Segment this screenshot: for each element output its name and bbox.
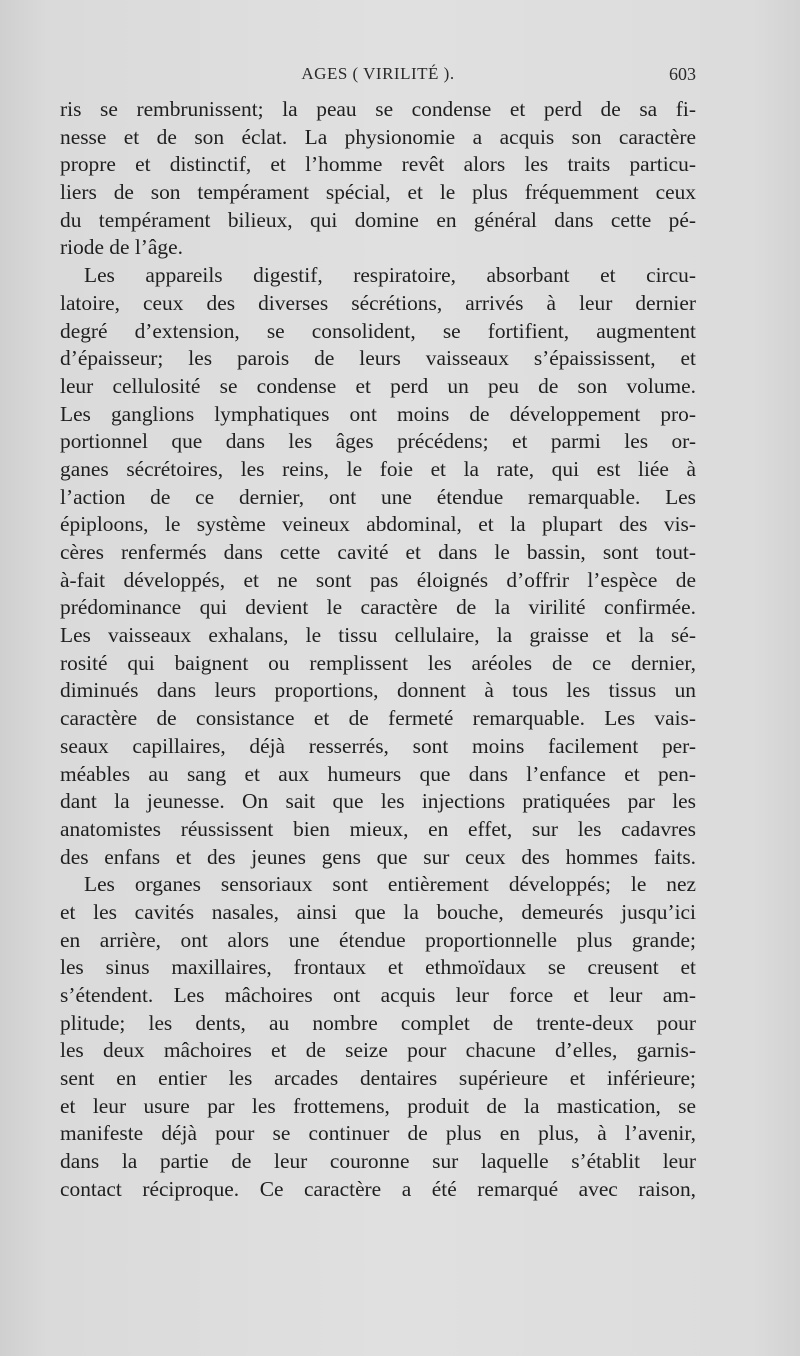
text-line: dant la jeunesse. On sait que les injections pratiquées par les (60, 789, 696, 814)
text-line: Les vaisseaux exhalans, le tissu cellulaire, la graisse et la sé- (60, 623, 696, 648)
text-line: degré d’extension, se consolident, se fortifient, augmentent (60, 318, 696, 343)
text-line: et les cavités nasales, ainsi que la bouche, demeurés jusqu’ici (60, 899, 696, 924)
text-line: anatomistes réussissent bien mieux, en effet, sur les cadavres (60, 816, 696, 841)
text-line: ris se rembrunissent; la peau se condense et perd de sa fi- (60, 97, 696, 121)
text-line: caractère de consistance et de fermeté remarquable. Les vais- (60, 706, 696, 731)
text-line: riode de l’âge. (60, 235, 183, 260)
text-line: nesse et de son éclat. La physionomie a acquis son caractère (60, 124, 696, 149)
text-line: dans la partie de leur couronne sur laquelle s’établit leur (60, 1149, 696, 1174)
text-line: ganes sécrétoires, les reins, le foie et la rate, qui est liée à (60, 456, 696, 481)
text-line: plitude; les dents, au nombre complet de trente-deux pour (60, 1010, 696, 1035)
paragraph (60, 871, 696, 1203)
text-line: contact réciproque. Ce caractère a été remarqué avec raison, (60, 1176, 696, 1201)
text-line: des enfans et des jeunes gens que sur ceux des hommes faits. (60, 844, 696, 869)
text-line: manifeste déjà pour se continuer de plus en plus, à l’avenir, (60, 1121, 696, 1146)
text-line: méables au sang et aux humeurs que dans l’enfance et pen- (60, 761, 696, 786)
text-line: sent en entier les arcades dentaires supérieure et inférieure; (60, 1066, 696, 1091)
text-line: les sinus maxillaires, frontaux et ethmoïdaux se creusent et (60, 955, 696, 980)
text-line: portionnel que dans les âges précédens; et parmi les or- (60, 429, 696, 454)
text-line: latoire, ceux des diverses sécrétions, arrivés à leur dernier (60, 290, 696, 315)
text-line: s’étendent. Les mâchoires ont acquis leur force et leur am- (60, 983, 696, 1007)
text-line: l’action de ce dernier, ont une étendue remarquable. Les (60, 484, 696, 509)
text-line: cères renfermés dans cette cavité et dans le bassin, sont tout- (60, 540, 696, 564)
text-line: prédominance qui devient le caractère de la virilité confirmée. (60, 595, 696, 620)
body-text (60, 96, 696, 1204)
text-line: diminués dans leurs proportions, donnent à tous les tissus un (60, 678, 696, 703)
text-line: les deux mâchoires et de seize pour chacune d’elles, garnis- (60, 1038, 696, 1063)
text-line: à-fait développés, et ne sont pas éloignés d’offrir l’espèce de (60, 567, 696, 592)
text-line: Les organes sensoriaux sont entièrement développés; le nez (84, 872, 696, 897)
text-line: en arrière, ont alors une étendue proportionnelle plus grande; (60, 927, 696, 952)
text-line: seaux capillaires, déjà resserrés, sont moins facilement per- (60, 733, 696, 758)
running-title: AGES ( VIRILITÉ ). (301, 64, 455, 83)
text-line: et leur usure par les frottemens, produit de la mastication, se (60, 1093, 696, 1118)
text-line: d’épaisseur; les parois de leurs vaisseaux s’épaississent, et (60, 346, 696, 371)
text-line: liers de son tempérament spécial, et le plus fréquemment ceux (60, 180, 696, 205)
paragraph (60, 96, 696, 262)
text-line: épiploons, le système veineux abdominal, et la plupart des vis- (60, 512, 696, 537)
page-number: 603 (669, 64, 696, 84)
text-line: Les appareils digestif, respiratoire, absorbant et circu- (84, 263, 696, 288)
text-line: propre et distinctif, et l’homme revêt alors les traits particu- (60, 152, 696, 177)
text-line: leur cellulosité se condense et perd un peu de son volume. (60, 373, 696, 398)
text-line: du tempérament bilieux, qui domine en général dans cette pé- (60, 207, 696, 232)
page-header (60, 62, 696, 92)
text-line: rosité qui baignent ou remplissent les aréoles de ce dernier, (60, 650, 696, 675)
paragraph (60, 262, 696, 871)
text-line: Les ganglions lymphatiques ont moins de développement pro- (60, 401, 696, 426)
